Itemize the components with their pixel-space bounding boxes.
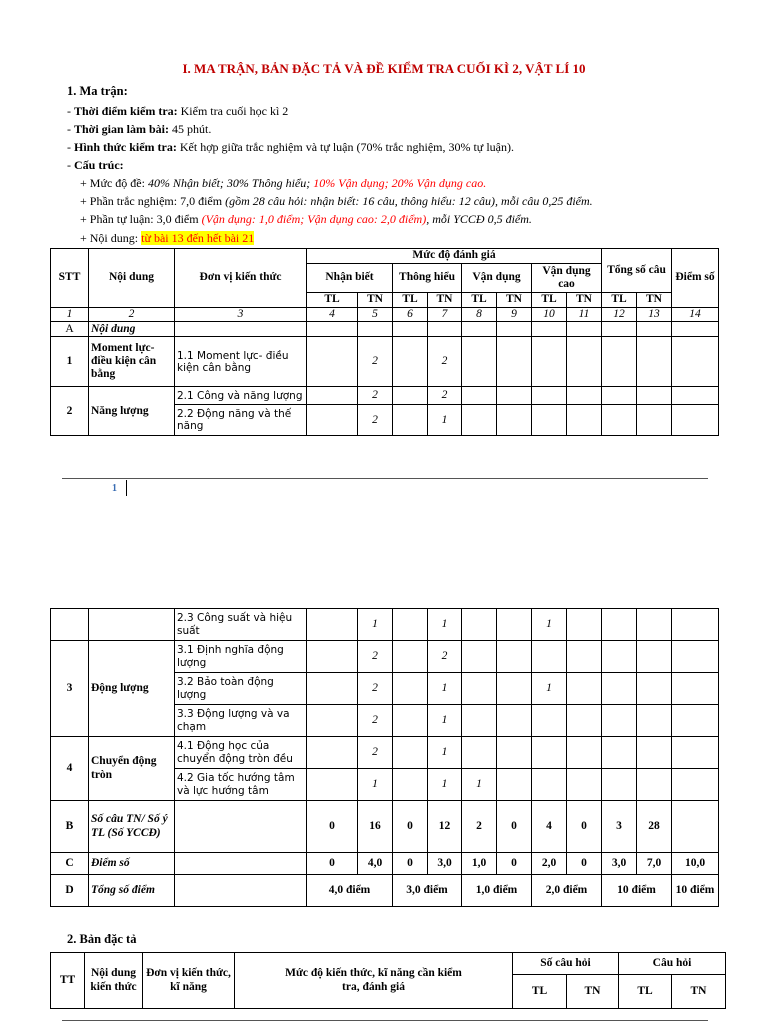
value-cell [602,609,637,641]
spec-header-count-tn: TN [567,975,619,1009]
total-score-cell: 2,0 điểm [532,875,602,907]
value-cell [602,405,637,436]
score-cell: 7,0 [637,853,672,875]
value-cell [602,337,637,387]
value-cell [567,609,602,641]
structure-mc: + Phần trắc nghiệm: 7,0 điểm (gồm 28 câu hỏi: nhận biết: 16 câu, thông hiểu: 12 câu), mỗi câu 0,25 điểm. [80,194,593,208]
spec-header-unit: Đơn vị kiến thức, kĩ năng [143,953,235,1009]
row-b-content: Số câu TN/ Số ý TL (Số YCCĐ) [89,801,175,853]
value-cell [497,673,532,705]
value-cell [307,387,358,405]
value-cell: 1 [428,737,462,769]
value-cell [497,387,532,405]
value-cell [567,337,602,387]
value-cell [497,705,532,737]
value-cell [532,769,567,801]
row-c-unit-empty [175,853,307,875]
matrix-table-page2 [50,608,719,907]
value-cell: 1 [358,769,393,801]
column-number: 2 [89,308,175,322]
value-cell [307,337,358,387]
spec-header-count-tl: TL [513,975,567,1009]
value-cell [393,737,428,769]
value-cell [462,405,497,436]
score-cell: 1,0 [462,853,497,875]
header-vdc: Vận dụng cao [532,264,602,293]
header-tl: TL [462,293,497,308]
row-unit: 2.2 Động năng và thế năng [175,405,307,436]
info-form: - Hình thức kiểm tra: Kết hợp giữa trắc nghiệm và tự luận (70% trắc nghiệm, 30% tự luận). [67,140,514,154]
page-number: 1 [112,483,117,494]
row-content: Động lượng [89,641,175,737]
value-cell: 1 [462,769,497,801]
header-tn: TN [358,293,393,308]
value-cell [637,609,672,641]
total-score-cell: 1,0 điểm [462,875,532,907]
spec-header-count: Số câu hỏi [513,953,619,975]
score-cell: 0 [567,853,602,875]
value-cell: 2 [358,673,393,705]
total-score-cell: 4,0 điểm [307,875,393,907]
value-cell [532,337,567,387]
value-cell [672,737,719,769]
value-cell [462,641,497,673]
score-cell: 2,0 [532,853,567,875]
total-cell: 12 [428,801,462,853]
row-content-empty [89,609,175,641]
total-score-cell: 10 điểm [602,875,672,907]
header-stt: STT [51,249,89,308]
header-total: Tổng số câu [602,249,672,293]
value-cell: 1 [428,609,462,641]
value-cell [637,769,672,801]
score-cell: 3,0 [428,853,462,875]
header-tn: TN [497,293,532,308]
value-cell [497,405,532,436]
value-cell [393,337,428,387]
value-cell [393,673,428,705]
value-cell [567,641,602,673]
row-content: Năng lượng [89,387,175,436]
value-cell [567,705,602,737]
value-cell [393,705,428,737]
value-cell [462,705,497,737]
total-cell: 0 [393,801,428,853]
page-bottom-line [62,1020,708,1021]
column-number: 3 [175,308,307,322]
value-cell: 2 [358,641,393,673]
header-content: Nội dung [89,249,175,308]
total-cell: 4 [532,801,567,853]
row-content: Moment lực- điều kiện cân bằng [89,337,175,387]
section-heading-spec: 2. Bản đặc tả [67,932,137,946]
value-cell [602,673,637,705]
value-cell [672,387,719,405]
total-score-cell: 10 điểm [672,875,719,907]
spec-header-question: Câu hỏi [619,953,726,975]
value-cell: 1 [358,609,393,641]
value-cell [567,737,602,769]
score-cell: 3,0 [602,853,637,875]
value-cell: 2 [428,337,462,387]
header-tl: TL [532,293,567,308]
value-cell: 1 [428,769,462,801]
value-cell [532,405,567,436]
structure-essay: + Phần tự luận: 3,0 điểm (Vận dụng: 1,0 điểm; Vận dụng cao: 2,0 điểm), mỗi YCCĐ 0,5 điểm. [80,212,532,226]
structure-content: + Nội dung: từ bài 13 đến hết bài 21 [80,231,255,245]
value-cell: 2 [358,737,393,769]
value-cell [672,673,719,705]
row-stt-empty [51,609,89,641]
row-unit: 4.2 Gia tốc hướng tâm và lực hướng tâm [175,769,307,801]
row-b-unit-empty [175,801,307,853]
total-cell [672,801,719,853]
value-cell [393,405,428,436]
row-unit: 4.1 Động học của chuyển động tròn đều [175,737,307,769]
value-cell: 1 [428,705,462,737]
row-unit: 3.2 Bảo toàn động lượng [175,673,307,705]
value-cell [567,769,602,801]
value-cell [497,769,532,801]
value-cell: 2 [358,387,393,405]
total-cell: 0 [497,801,532,853]
value-cell [602,387,637,405]
total-cell: 3 [602,801,637,853]
value-cell: 1 [428,405,462,436]
value-cell: 1 [428,673,462,705]
column-number: 11 [567,308,602,322]
score-cell: 4,0 [358,853,393,875]
value-cell [462,737,497,769]
total-cell: 0 [567,801,602,853]
row-d-unit-empty [175,875,307,907]
value-cell [637,705,672,737]
page-number-divider [126,480,127,496]
row-d-label: D [51,875,89,907]
value-cell [497,737,532,769]
value-cell: 1 [532,609,567,641]
row-stt: 4 [51,737,89,801]
matrix-table-page1 [50,248,719,436]
column-number: 8 [462,308,497,322]
spec-header-question-tn: TN [672,975,726,1009]
total-cell: 0 [307,801,358,853]
value-cell [567,405,602,436]
value-cell: 2 [358,705,393,737]
column-number: 9 [497,308,532,322]
value-cell: 2 [428,641,462,673]
total-score-cell: 3,0 điểm [393,875,462,907]
info-duration: - Thời gian làm bài: 45 phút. [67,122,212,136]
header-tl: TL [602,293,637,308]
value-cell [637,337,672,387]
header-tn: TN [637,293,672,308]
column-number: 5 [358,308,393,322]
header-tn: TN [428,293,462,308]
value-cell [672,405,719,436]
section-heading-matrix: 1. Ma trận: [67,84,128,98]
row-c-label: C [51,853,89,875]
value-cell [567,387,602,405]
info-structure: - Cấu trúc: [67,158,124,172]
value-cell [497,337,532,387]
info-time: - Thời điểm kiểm tra: Kiểm tra cuối học kì 2 [67,104,289,118]
value-cell [567,673,602,705]
row-unit: 3.3 Động lượng và va chạm [175,705,307,737]
row-unit: 2.1 Công và năng lượng [175,387,307,405]
value-cell [672,769,719,801]
value-cell [307,641,358,673]
value-cell [602,737,637,769]
column-number: 6 [393,308,428,322]
row-unit: 3.1 Định nghĩa động lượng [175,641,307,673]
value-cell: 2 [428,387,462,405]
row-content: Chuyển động tròn [89,737,175,801]
score-cell: 0 [497,853,532,875]
value-cell [532,641,567,673]
value-cell [672,641,719,673]
value-cell [393,387,428,405]
column-number: 14 [672,308,719,322]
value-cell [462,609,497,641]
value-cell [307,609,358,641]
value-cell [672,609,719,641]
row-c-content: Điểm số [89,853,175,875]
page-footer-line [62,478,708,479]
header-nb: Nhận biết [307,264,393,293]
row-b-label: B [51,801,89,853]
value-cell [393,609,428,641]
header-tl: TL [393,293,428,308]
header-unit: Đơn vị kiến thức [175,249,307,308]
header-tl: TL [307,293,358,308]
value-cell [602,641,637,673]
row-stt: 3 [51,641,89,737]
value-cell [602,705,637,737]
value-cell [672,337,719,387]
value-cell [393,769,428,801]
value-cell [462,387,497,405]
header-tn: TN [567,293,602,308]
column-number: 1 [51,308,89,322]
value-cell [307,673,358,705]
spec-header-question-tl: TL [619,975,672,1009]
row-a-label: A [51,322,89,337]
header-vd: Vận dụng [462,264,532,293]
value-cell [307,737,358,769]
header-level: Mức độ đánh giá [307,249,602,264]
value-cell [307,769,358,801]
value-cell [497,609,532,641]
total-cell: 2 [462,801,497,853]
column-number: 12 [602,308,637,322]
row-stt: 1 [51,337,89,387]
value-cell [532,387,567,405]
value-cell [637,737,672,769]
row-stt: 2 [51,387,89,436]
header-score: Điểm số [672,249,719,308]
value-cell [637,405,672,436]
structure-level: + Mức độ đề: 40% Nhận biết; 30% Thông hiểu; 10% Vận dụng; 20% Vận dụng cao. [80,176,487,190]
total-cell: 16 [358,801,393,853]
column-number: 4 [307,308,358,322]
score-cell: 0 [393,853,428,875]
column-number: 13 [637,308,672,322]
row-a-content: Nội dung [89,322,175,337]
value-cell [532,705,567,737]
value-cell [462,337,497,387]
value-cell [532,737,567,769]
spec-header-level: Mức độ kiến thức, kĩ năng cần kiểm tra, đánh giá [235,953,513,1009]
row-unit: 1.1 Moment lực- điều kiện cân bằng [175,337,307,387]
value-cell [462,673,497,705]
value-cell: 1 [532,673,567,705]
spec-header-tt: TT [51,953,85,1009]
value-cell [307,405,358,436]
value-cell [602,769,637,801]
spec-header-content: Nội dung kiến thức [85,953,143,1009]
row-unit: 2.3 Công suất và hiệu suất [175,609,307,641]
value-cell [497,641,532,673]
header-th: Thông hiểu [393,264,462,293]
column-number: 7 [428,308,462,322]
value-cell [637,673,672,705]
row-d-content: Tổng số điểm [89,875,175,907]
total-cell: 28 [637,801,672,853]
value-cell: 2 [358,405,393,436]
column-number: 10 [532,308,567,322]
value-cell [393,641,428,673]
value-cell [637,387,672,405]
value-cell [637,641,672,673]
document-title: I. MA TRẬN, BẢN ĐẶC TẢ VÀ ĐỀ KIỂM TRA CUỐI KÌ 2, VẬT LÍ 10 [182,61,586,76]
score-cell: 0 [307,853,358,875]
score-cell: 10,0 [672,853,719,875]
value-cell [307,705,358,737]
value-cell: 2 [358,337,393,387]
spec-table [50,952,726,1009]
value-cell [672,705,719,737]
